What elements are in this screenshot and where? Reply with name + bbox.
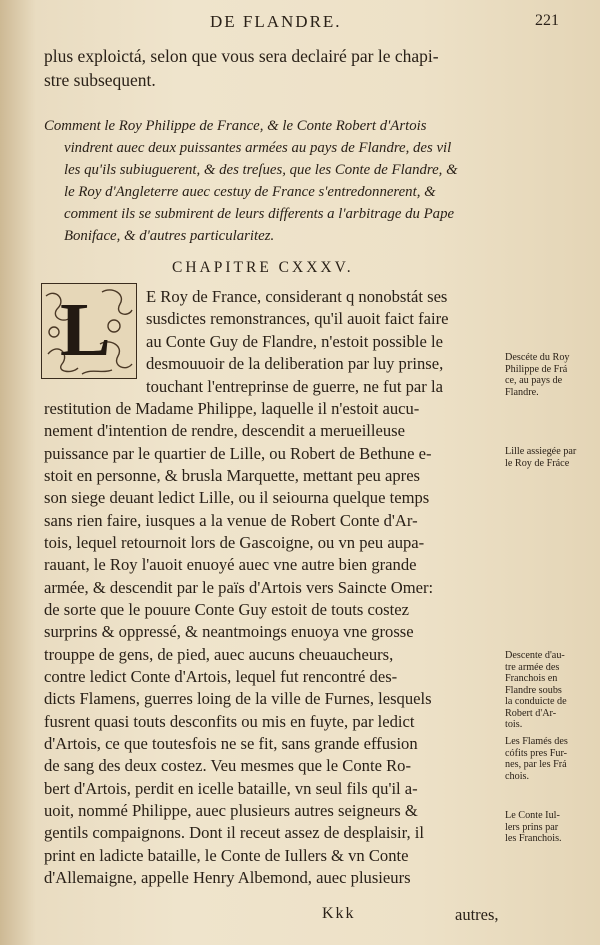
margin-note-line: Franchois en xyxy=(505,673,558,684)
margin-note-line: Les Flamés des xyxy=(505,736,568,747)
carryover-line: plus exploictá, selon que vous sera declairé par le chapi- xyxy=(44,46,439,66)
body-line: rauant, le Roy l'auoit enuoyé auec vne autre bien grande xyxy=(44,555,417,574)
body-line: armée, & descendit par le païs d'Artois vers Saincte Omer: xyxy=(44,578,434,597)
body-line: dicts Flamens, guerres loing de la ville de Furnes, lesquels xyxy=(44,689,432,708)
margin-note-line: la conduicte de xyxy=(505,696,567,707)
body-line: d'Allemaigne, appelle Henry Albemond, auec plusieurs xyxy=(44,868,411,887)
body-line: uoit, nommé Philippe, auec plusieurs autres seigneurs & xyxy=(44,801,418,820)
body-line: contre ledict Conte d'Artois, lequel fut rencontré des- xyxy=(44,667,398,686)
margin-note-line: Robert d'Ar- xyxy=(505,707,557,719)
margin-note-line: chois. xyxy=(505,770,530,782)
body-line: surprins & oppressé, & neantmoings enuoya vne grosse xyxy=(44,622,414,641)
carryover-line: stre subsequent. xyxy=(44,70,156,90)
page-number: 221 xyxy=(535,12,559,29)
body-line: susdictes remonstrances, qu'il auoit faict faire xyxy=(146,309,449,328)
margin-note-line: Le Conte Iul- xyxy=(505,810,560,821)
body-line: nement d'intention de rendre, descendit a merueilleuse xyxy=(44,421,406,440)
margin-note-line: ce, au pays de xyxy=(505,375,563,386)
margin-note-line: nes, par les Frá xyxy=(505,759,567,770)
margin-note-line: tois. xyxy=(505,719,523,730)
margin-note-line: Descéte du Roy xyxy=(505,352,570,363)
body-line: desmouuoir de la deliberation par luy prinse, xyxy=(146,354,444,373)
body-line: puissance par le quartier de Lille, ou Robert de Bethune e- xyxy=(44,444,432,463)
body-line: de sang des deux costez. Veu mesmes que le Conte Ro- xyxy=(44,756,411,775)
margin-note-1 xyxy=(505,352,599,398)
margin-note-5 xyxy=(505,810,599,845)
margin-note-4 xyxy=(505,736,599,782)
body-line: au Conte Guy de Flandre, n'estoit possible le xyxy=(146,332,444,351)
body-line: de sorte que le pouure Conte Guy estoit de touts costez xyxy=(44,600,409,619)
margin-note-2 xyxy=(505,446,599,469)
summary-line: vindrent auec deux puissantes armées au pays de Flandre, des vil xyxy=(64,140,452,156)
margin-note-line: Flandre. xyxy=(505,386,539,398)
summary-line: Comment le Roy Philippe de France, & le Conte Robert d'Artois xyxy=(44,118,427,134)
body-line: print en ladicte bataille, le Conte de Iullers & vn Conte xyxy=(44,846,409,865)
body-line: gentils compaignons. Dont il receut assez de desplaisir, il xyxy=(44,823,424,842)
summary-line: Boniface, & d'autres particularitez. xyxy=(64,228,275,244)
page-footer xyxy=(0,905,600,927)
drop-cap-letter: L xyxy=(60,288,111,372)
body-line: bert d'Artois, perdit en icelle bataille, vn seul fils qu'il a- xyxy=(44,779,418,798)
margin-note-line: lers prins par xyxy=(505,821,559,833)
body-line: sans rien faire, iusques a la venue de Robert Conte d'Ar- xyxy=(44,511,418,530)
body-line: son siege deuant ledict Lille, ou il seiourna quelque temps xyxy=(44,488,430,507)
catchword: autres, xyxy=(455,905,499,924)
body-line: d'Artois, ce que toutesfois ne se fit, sans grande effusion xyxy=(44,734,418,753)
margin-note-line: les Franchois. xyxy=(505,833,562,844)
margin-note-line: le Roy de Fráce xyxy=(505,457,570,469)
running-head xyxy=(0,12,600,40)
decorated-initial xyxy=(41,283,137,379)
margin-note-3 xyxy=(505,650,599,731)
margin-note-line: Lille assiegée par xyxy=(505,446,577,457)
margin-note-line: Philippe de Frá xyxy=(505,363,568,375)
margin-note-line: tre armée des xyxy=(505,661,560,673)
body-line: trouppe de gens, de pied, auec aucuns cheuaucheurs, xyxy=(44,645,394,664)
margin-note-line: cófits pres Fur- xyxy=(505,747,568,759)
margin-note-line: Descente d'au- xyxy=(505,650,565,661)
chapter-heading: CHAPITRE CXXXV. xyxy=(172,259,354,276)
running-title: DE FLANDRE. xyxy=(210,12,342,31)
body-line: E Roy de France, considerant q nonobstát ses xyxy=(146,287,448,306)
body-line: restitution de Madame Philippe, laquelle il n'estoit aucu- xyxy=(44,399,420,418)
summary-line: les qu'ils subiuguerent, & des treſues, que les Conte de Flandre, & xyxy=(64,162,458,178)
body-line: touchant l'entreprinse de guerre, ne fut par la xyxy=(146,377,443,396)
signature-mark: Kkk xyxy=(322,905,356,922)
body-line: stoit en personne, & brusla Marquette, mettant peu apres xyxy=(44,466,421,485)
margin-note-line: Flandre soubs xyxy=(505,684,562,696)
body-line: tois, lequel retournoit lors de Gascoigne, ou vn peu aupa- xyxy=(44,533,425,552)
summary-line: le Roy d'Angleterre auec cestuy de France s'entredonnerent, & xyxy=(64,184,436,200)
body-line: fusrent quasi touts desconfits ou mis en fuyte, par ledict xyxy=(44,712,415,731)
summary-line: comment ils se submirent de leurs differents a l'arbitrage du Pape xyxy=(64,206,455,222)
